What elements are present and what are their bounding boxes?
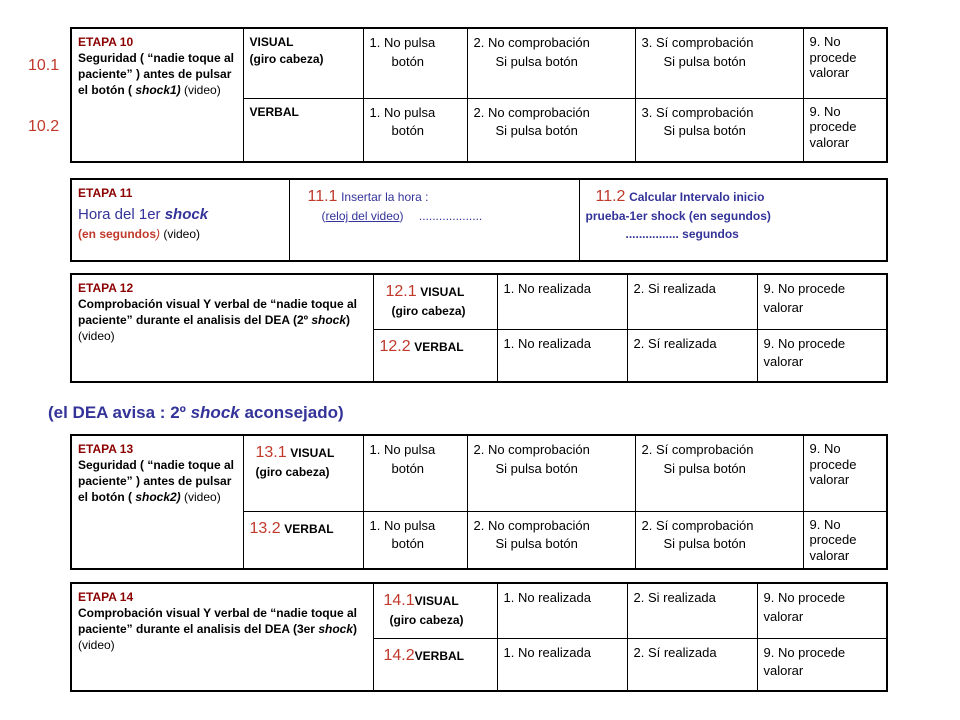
stage-description: Seguridad ( “nadie toque al paciente” ) antes de pulsar el botón ( shock2) (video) [78,458,235,504]
option-cell: 9. No procede valorar [803,511,887,569]
option-cell: 2. Sí comprobación Si pulsa botón [635,511,803,569]
interval-cell[interactable]: 11.2 Calcular Intervalo inicio prueba-1er shock (en segundos) ................ segundos [579,179,887,261]
etapa-10-table [70,27,888,163]
stage-title: ETAPA 11 [78,186,133,200]
etapa-11-info [71,179,289,261]
option-cell: 9. No procede valorar [757,329,887,382]
side-label-10-2: 10.2 [28,118,60,135]
etapa-13-table [70,434,888,570]
option-cell: 2. Sí realizada [627,329,757,382]
option-cell: 2. Sí comprobación Si pulsa botón [635,435,803,511]
option-cell: 3. Sí comprobación Si pulsa botón [635,98,803,162]
side-label-10-1: 10.1 [28,57,60,74]
option-cell: 1. No realizada [497,329,627,382]
mode-cell: 12.2 VERBAL [373,329,497,382]
stage-title: ETAPA 13 [78,442,134,456]
etapa-10-info [71,28,243,162]
etapa-13-info [71,435,243,569]
option-cell: 1. No realizada [497,583,627,638]
mode-cell: 13.2 VERBAL [243,511,363,569]
option-cell: 1. No pulsa botón [363,511,467,569]
option-cell: 9. No procede valorar [803,435,887,511]
option-cell: 1. No pulsa botón [363,28,467,98]
option-cell: 2. Sí realizada [627,638,757,691]
dea-notice: (el DEA avisa : 2º shock aconsejado) [48,403,344,422]
etapa-14-info [71,583,373,691]
option-cell: 2. No comprobación Si pulsa botón [467,511,635,569]
option-cell: 2. No comprobación Si pulsa botón [467,28,635,98]
stage-title: ETAPA 12 [78,281,134,295]
option-cell: 1. No realizada [497,638,627,691]
option-cell: 9. No procede valorar [757,583,887,638]
option-cell: 2. No comprobación Si pulsa botón [467,435,635,511]
option-cell: 3. Sí comprobación Si pulsa botón [635,28,803,98]
stage-description: Comprobación visual Y verbal de “nadie toque al paciente” durante el analisis del DEA (2º shock) (video) [78,297,357,343]
option-cell: 9. No procede valorar [757,274,887,329]
etapa-12-info [71,274,373,382]
mode-cell: 13.1 VISUAL (giro cabeza) [243,435,363,511]
mode-cell: 12.1 VISUAL (giro cabeza) [373,274,497,329]
option-cell: 1. No pulsa botón [363,435,467,511]
option-cell: 1. No pulsa botón [363,98,467,162]
etapa-14-table [70,582,888,692]
option-cell: 2. Si realizada [627,274,757,329]
option-cell: 9. No procede valorar [803,98,887,162]
stage-heading: Hora del 1er shock [78,206,209,224]
option-cell: 1. No realizada [497,274,627,329]
mode-cell: 14.2VERBAL [373,638,497,691]
option-cell: 9. No procede valorar [803,28,887,98]
option-cell: 9. No procede valorar [757,638,887,691]
option-cell: 2. Si realizada [627,583,757,638]
insert-time-cell[interactable]: 11.1 Insertar la hora : (reloj del video) ................... [289,179,579,261]
stage-title: ETAPA 14 [78,590,134,604]
stage-description: Seguridad ( “nadie toque al paciente” ) antes de pulsar el botón ( shock1) (video) [78,51,235,97]
etapa-11-table [70,178,888,262]
stage-title: ETAPA 10 [78,35,134,49]
stage-description: Comprobación visual Y verbal de “nadie toque al paciente” durante el analisis del DEA (3er shock) (video) [78,606,357,652]
mode-cell: 14.1VISUAL (giro cabeza) [373,583,497,638]
stage-subheading: (en segundos) (video) [78,227,201,242]
mode-cell: VISUAL (giro cabeza) [243,28,363,98]
etapa-12-table [70,273,888,383]
option-cell: 2. No comprobación Si pulsa botón [467,98,635,162]
mode-cell: VERBAL [243,98,363,162]
